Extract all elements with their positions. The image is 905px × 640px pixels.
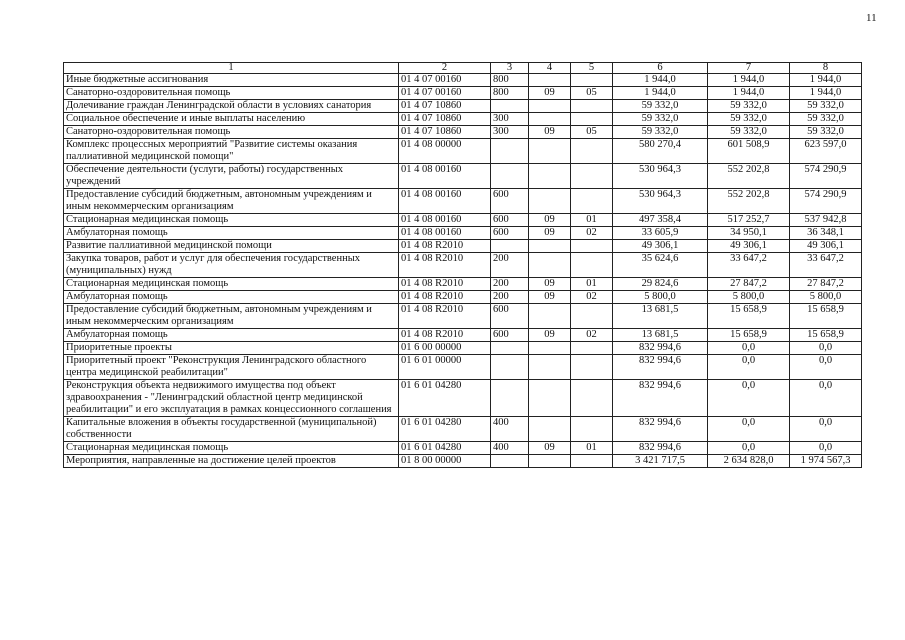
row-code-cell: 01 6 01 04280: [399, 380, 491, 417]
row-expense-type-cell: [491, 100, 529, 113]
row-value-col7-cell: 59 332,0: [708, 113, 790, 126]
row-expense-type-cell: 600: [491, 214, 529, 227]
table-row: [64, 126, 862, 139]
table-row: [64, 355, 862, 380]
row-subsection-cell: [571, 189, 613, 214]
row-code-cell: 01 4 08 00160: [399, 227, 491, 240]
row-value-col6-cell: 5 800,0: [613, 291, 708, 304]
row-value-col8-cell: 623 597,0: [790, 139, 862, 164]
row-value-col6-cell: 580 270,4: [613, 139, 708, 164]
row-value-col6-cell: 832 994,6: [613, 342, 708, 355]
row-expense-type-cell: [491, 342, 529, 355]
row-expense-type-cell: [491, 455, 529, 468]
row-value-col7-cell: 552 202,8: [708, 164, 790, 189]
row-name-cell: Мероприятия, направленные на достижение целей проектов: [64, 455, 399, 468]
row-section-cell: 09: [529, 442, 571, 455]
row-value-col8-cell: 0,0: [790, 355, 862, 380]
row-subsection-cell: 05: [571, 87, 613, 100]
row-subsection-cell: [571, 113, 613, 126]
row-value-col7-cell: 59 332,0: [708, 126, 790, 139]
row-expense-type-cell: [491, 380, 529, 417]
row-value-col8-cell: 5 800,0: [790, 291, 862, 304]
row-value-col8-cell: 49 306,1: [790, 240, 862, 253]
row-section-cell: [529, 139, 571, 164]
row-name-cell: Обеспечение деятельности (услуги, работы) государственных учреждений: [64, 164, 399, 189]
row-value-col8-cell: 1 974 567,3: [790, 455, 862, 468]
row-name-cell: Закупка товаров, работ и услуг для обеспечения государственных (муниципальных) нужд: [64, 253, 399, 278]
row-code-cell: 01 4 08 00160: [399, 189, 491, 214]
table-row: [64, 278, 862, 291]
row-value-col6-cell: 13 681,5: [613, 304, 708, 329]
row-expense-type-cell: 800: [491, 87, 529, 100]
row-expense-type-cell: 300: [491, 126, 529, 139]
row-subsection-cell: [571, 455, 613, 468]
row-expense-type-cell: [491, 240, 529, 253]
row-subsection-cell: [571, 240, 613, 253]
row-code-cell: 01 4 08 00000: [399, 139, 491, 164]
row-value-col6-cell: 1 944,0: [613, 74, 708, 87]
table-row: [64, 214, 862, 227]
row-code-cell: 01 6 00 00000: [399, 342, 491, 355]
row-subsection-cell: 02: [571, 227, 613, 240]
row-code-cell: 01 4 08 R2010: [399, 253, 491, 278]
table-row: [64, 113, 862, 126]
row-code-cell: 01 4 08 R2010: [399, 240, 491, 253]
row-code-cell: 01 4 07 10860: [399, 113, 491, 126]
table-row: [64, 87, 862, 100]
row-section-cell: [529, 380, 571, 417]
table-row: [64, 342, 862, 355]
row-code-cell: 01 4 08 R2010: [399, 304, 491, 329]
row-value-col7-cell: 27 847,2: [708, 278, 790, 291]
row-value-col8-cell: 0,0: [790, 380, 862, 417]
column-header: 4: [529, 63, 571, 74]
row-subsection-cell: 02: [571, 329, 613, 342]
row-name-cell: Иные бюджетные ассигнования: [64, 74, 399, 87]
row-code-cell: 01 4 08 R2010: [399, 329, 491, 342]
row-name-cell: Развитие паллиативной медицинской помощи: [64, 240, 399, 253]
row-value-col7-cell: 0,0: [708, 442, 790, 455]
row-subsection-cell: 01: [571, 278, 613, 291]
row-value-col6-cell: 832 994,6: [613, 380, 708, 417]
table-row: [64, 380, 862, 417]
row-section-cell: [529, 253, 571, 278]
row-value-col7-cell: 601 508,9: [708, 139, 790, 164]
row-section-cell: [529, 74, 571, 87]
table-row: [64, 253, 862, 278]
column-header: 5: [571, 63, 613, 74]
row-subsection-cell: [571, 304, 613, 329]
table-row: [64, 304, 862, 329]
row-name-cell: Приоритетные проекты: [64, 342, 399, 355]
table-header-row: [64, 63, 862, 74]
row-value-col8-cell: 1 944,0: [790, 74, 862, 87]
row-value-col6-cell: 497 358,4: [613, 214, 708, 227]
row-name-cell: Долечивание граждан Ленинградской области в условиях санатория: [64, 100, 399, 113]
row-section-cell: [529, 417, 571, 442]
row-value-col7-cell: 517 252,7: [708, 214, 790, 227]
table-row: [64, 189, 862, 214]
row-subsection-cell: [571, 417, 613, 442]
row-expense-type-cell: 200: [491, 253, 529, 278]
column-header: 6: [613, 63, 708, 74]
row-expense-type-cell: 600: [491, 227, 529, 240]
row-value-col7-cell: 5 800,0: [708, 291, 790, 304]
row-name-cell: Санаторно-оздоровительная помощь: [64, 126, 399, 139]
row-section-cell: 09: [529, 87, 571, 100]
table-row: [64, 139, 862, 164]
row-name-cell: Санаторно-оздоровительная помощь: [64, 87, 399, 100]
row-name-cell: Амбулаторная помощь: [64, 227, 399, 240]
row-value-col6-cell: 59 332,0: [613, 113, 708, 126]
row-code-cell: 01 4 07 00160: [399, 74, 491, 87]
table-row: [64, 240, 862, 253]
row-value-col6-cell: 832 994,6: [613, 417, 708, 442]
table-row: [64, 329, 862, 342]
table-row: [64, 74, 862, 87]
row-subsection-cell: [571, 100, 613, 113]
row-value-col7-cell: 1 944,0: [708, 74, 790, 87]
row-value-col6-cell: 35 624,6: [613, 253, 708, 278]
row-subsection-cell: [571, 139, 613, 164]
row-expense-type-cell: 200: [491, 291, 529, 304]
row-expense-type-cell: 400: [491, 417, 529, 442]
row-value-col8-cell: 59 332,0: [790, 113, 862, 126]
table-row: [64, 442, 862, 455]
row-section-cell: 09: [529, 126, 571, 139]
row-section-cell: 09: [529, 291, 571, 304]
row-value-col6-cell: 3 421 717,5: [613, 455, 708, 468]
row-value-col6-cell: 33 605,9: [613, 227, 708, 240]
row-expense-type-cell: 400: [491, 442, 529, 455]
row-value-col7-cell: 552 202,8: [708, 189, 790, 214]
row-value-col8-cell: 537 942,8: [790, 214, 862, 227]
row-subsection-cell: [571, 342, 613, 355]
table-row: [64, 227, 862, 240]
row-code-cell: 01 4 08 00160: [399, 214, 491, 227]
column-header: 7: [708, 63, 790, 74]
row-expense-type-cell: [491, 355, 529, 380]
row-value-col8-cell: 574 290,9: [790, 189, 862, 214]
row-value-col6-cell: 832 994,6: [613, 442, 708, 455]
row-value-col6-cell: 13 681,5: [613, 329, 708, 342]
row-section-cell: [529, 455, 571, 468]
table-row: [64, 291, 862, 304]
row-value-col7-cell: 0,0: [708, 342, 790, 355]
table-row: [64, 455, 862, 468]
row-subsection-cell: 02: [571, 291, 613, 304]
row-name-cell: Стационарная медицинская помощь: [64, 442, 399, 455]
row-section-cell: [529, 164, 571, 189]
row-section-cell: [529, 113, 571, 126]
row-value-col6-cell: 59 332,0: [613, 100, 708, 113]
row-name-cell: Стационарная медицинская помощь: [64, 214, 399, 227]
row-value-col7-cell: 15 658,9: [708, 329, 790, 342]
row-subsection-cell: [571, 253, 613, 278]
budget-table: [63, 62, 862, 468]
row-subsection-cell: [571, 164, 613, 189]
row-value-col7-cell: 0,0: [708, 355, 790, 380]
row-value-col8-cell: 574 290,9: [790, 164, 862, 189]
row-value-col7-cell: 0,0: [708, 380, 790, 417]
row-value-col8-cell: 15 658,9: [790, 329, 862, 342]
row-name-cell: Социальное обеспечение и иные выплаты населению: [64, 113, 399, 126]
row-value-col7-cell: 34 950,1: [708, 227, 790, 240]
row-section-cell: 09: [529, 214, 571, 227]
row-code-cell: 01 6 01 04280: [399, 417, 491, 442]
row-code-cell: 01 6 01 00000: [399, 355, 491, 380]
row-code-cell: 01 4 08 R2010: [399, 278, 491, 291]
row-name-cell: Амбулаторная помощь: [64, 291, 399, 304]
row-section-cell: 09: [529, 227, 571, 240]
row-value-col8-cell: 36 348,1: [790, 227, 862, 240]
row-value-col8-cell: 27 847,2: [790, 278, 862, 291]
row-value-col8-cell: 59 332,0: [790, 126, 862, 139]
page-number: 11: [866, 12, 877, 24]
row-value-col7-cell: 1 944,0: [708, 87, 790, 100]
row-code-cell: 01 4 07 00160: [399, 87, 491, 100]
table-row: [64, 417, 862, 442]
row-expense-type-cell: [491, 139, 529, 164]
row-section-cell: [529, 189, 571, 214]
row-code-cell: 01 4 08 R2010: [399, 291, 491, 304]
row-name-cell: Капитальные вложения в объекты государственной (муниципальной) собственности: [64, 417, 399, 442]
row-code-cell: 01 6 01 04280: [399, 442, 491, 455]
row-value-col7-cell: 2 634 828,0: [708, 455, 790, 468]
row-value-col8-cell: 59 332,0: [790, 100, 862, 113]
row-value-col6-cell: 29 824,6: [613, 278, 708, 291]
row-expense-type-cell: 600: [491, 304, 529, 329]
column-header: 8: [790, 63, 862, 74]
table-row: [64, 100, 862, 113]
row-section-cell: 09: [529, 278, 571, 291]
row-expense-type-cell: [491, 164, 529, 189]
row-value-col8-cell: 0,0: [790, 342, 862, 355]
row-name-cell: Реконструкция объекта недвижимого имущества под объект здравоохранения - "Ленинградский областной центр медицинской реабилитации" и его эксплуатация в рамках концессионного соглашения: [64, 380, 399, 417]
row-value-col7-cell: 0,0: [708, 417, 790, 442]
row-value-col7-cell: 33 647,2: [708, 253, 790, 278]
row-value-col8-cell: 0,0: [790, 417, 862, 442]
row-section-cell: [529, 100, 571, 113]
row-code-cell: 01 4 07 10860: [399, 100, 491, 113]
row-value-col7-cell: 49 306,1: [708, 240, 790, 253]
row-subsection-cell: 01: [571, 214, 613, 227]
row-section-cell: 09: [529, 329, 571, 342]
column-header: 2: [399, 63, 491, 74]
row-section-cell: [529, 304, 571, 329]
row-expense-type-cell: 600: [491, 329, 529, 342]
row-value-col6-cell: 832 994,6: [613, 355, 708, 380]
row-subsection-cell: [571, 74, 613, 87]
row-subsection-cell: 05: [571, 126, 613, 139]
row-subsection-cell: [571, 355, 613, 380]
row-value-col7-cell: 15 658,9: [708, 304, 790, 329]
row-name-cell: Амбулаторная помощь: [64, 329, 399, 342]
row-value-col6-cell: 1 944,0: [613, 87, 708, 100]
row-name-cell: Предоставление субсидий бюджетным, автономным учреждениям и иным некоммерческим организациям: [64, 189, 399, 214]
row-name-cell: Стационарная медицинская помощь: [64, 278, 399, 291]
row-value-col8-cell: 15 658,9: [790, 304, 862, 329]
row-value-col7-cell: 59 332,0: [708, 100, 790, 113]
row-subsection-cell: [571, 380, 613, 417]
row-expense-type-cell: 600: [491, 189, 529, 214]
row-expense-type-cell: 800: [491, 74, 529, 87]
row-value-col6-cell: 530 964,3: [613, 164, 708, 189]
row-section-cell: [529, 240, 571, 253]
row-name-cell: Приоритетный проект "Реконструкция Ленинградского областного центра медицинской реабилитации": [64, 355, 399, 380]
column-header: 1: [64, 63, 399, 74]
row-code-cell: 01 8 00 00000: [399, 455, 491, 468]
row-section-cell: [529, 342, 571, 355]
row-value-col8-cell: 0,0: [790, 442, 862, 455]
row-name-cell: Предоставление субсидий бюджетным, автономным учреждениям и иным некоммерческим организациям: [64, 304, 399, 329]
row-code-cell: 01 4 08 00160: [399, 164, 491, 189]
row-value-col6-cell: 49 306,1: [613, 240, 708, 253]
row-value-col8-cell: 1 944,0: [790, 87, 862, 100]
row-section-cell: [529, 355, 571, 380]
row-expense-type-cell: 200: [491, 278, 529, 291]
row-code-cell: 01 4 07 10860: [399, 126, 491, 139]
column-header: 3: [491, 63, 529, 74]
row-value-col6-cell: 530 964,3: [613, 189, 708, 214]
row-value-col6-cell: 59 332,0: [613, 126, 708, 139]
row-expense-type-cell: 300: [491, 113, 529, 126]
table-row: [64, 164, 862, 189]
row-name-cell: Комплекс процессных мероприятий "Развитие системы оказания паллиативной медицинской помощи": [64, 139, 399, 164]
row-value-col8-cell: 33 647,2: [790, 253, 862, 278]
row-subsection-cell: 01: [571, 442, 613, 455]
